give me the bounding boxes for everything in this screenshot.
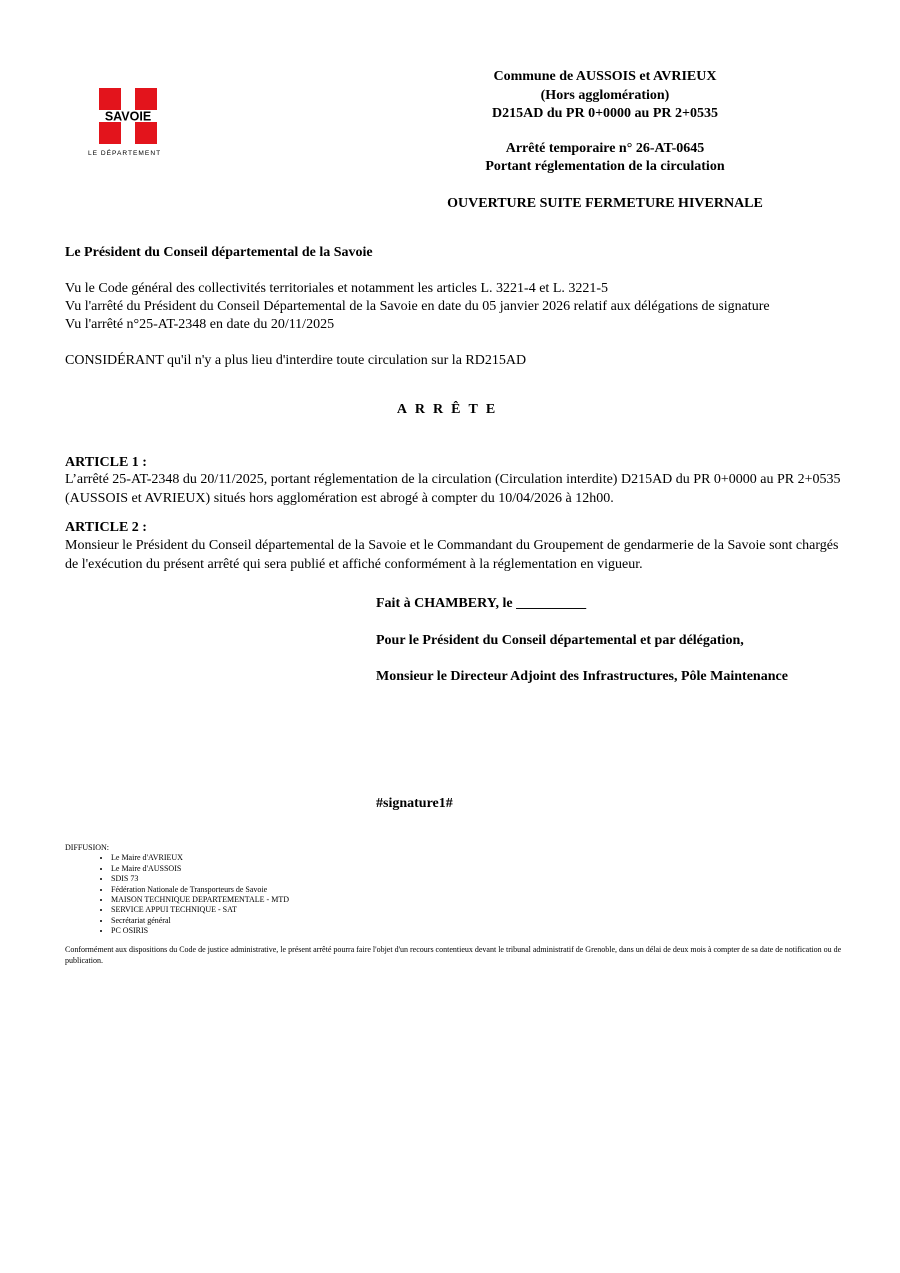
road-section: D215AD du PR 0+0000 au PR 2+0535 <box>492 106 718 121</box>
signature-placeholder: #signature1# <box>376 796 453 811</box>
president-line: Le Président du Conseil départemental de la Savoie <box>65 245 373 260</box>
location-type: (Hors agglomération) <box>540 87 670 103</box>
diffusion-recipient: • SERVICE APPUI TECHNIQUE - SAT <box>111 905 289 915</box>
diffusion-recipient: • MAISON TECHNIQUE DEPARTEMENTALE - MTD <box>111 895 289 905</box>
decree-header <box>395 68 815 213</box>
diffusion-recipient: • Le Maire d'AUSSOIS <box>111 864 289 874</box>
article-1-title: ARTICLE 1 : <box>65 455 147 470</box>
logo-caption: LE DÉPARTEMENT <box>88 150 162 157</box>
signature-place: Fait à CHAMBERY, le __________ <box>376 596 587 611</box>
diffusion-recipient: • PC OSIRIS <box>111 926 289 936</box>
signatory: Monsieur le Directeur Adjoint des Infrastructures, Pôle Maintenance <box>376 669 788 684</box>
logo-brand-text: SAVOIE <box>104 109 152 124</box>
legal-notice: Conformément aux dispositions du Code de justice administrative, le présent arrêté pourra faire l'objet d'un recours contentieux devant le tribunal administratif de Grenoble, dans un délai de deux mois à compter de sa date de notification ou de publication. <box>65 945 842 965</box>
article-2-body: Monsieur le Président du Conseil départemental de la Savoie et le Commandant du Groupement de gendarmerie de la Savoie sont chargés de l'exécution du présent arrêté qui sera publié et affiché conformément à la réglementation en vigueur. <box>65 538 839 572</box>
decree-subject: Portant réglementation de la circulation <box>485 159 725 174</box>
arrete-heading: ARRÊTE <box>396 402 504 417</box>
article-1-body: L’arrêté 25-AT-2348 du 20/11/2025, portant réglementation de la circulation (Circulation interdite) D215AD du PR 0+0000 au PR 2+0535 (AUSSOIS et AVRIEUX) situés hors agglomération est abrogé à compter du 10/04/2026 à 12h00. <box>65 472 841 506</box>
article-2-title: ARTICLE 2 : <box>65 520 147 535</box>
diffusion-recipient: • Fédération Nationale de Transporteurs de Savoie <box>111 885 289 895</box>
consideration-1: Vu le Code général des collectivités territoriales et notamment les articles L. 3221-4 et L. 3221-5 <box>65 281 609 296</box>
diffusion-recipient: • SDIS 73 <box>111 874 289 884</box>
commune: Commune de AUSSOIS et AVRIEUX <box>493 69 717 84</box>
consideration-2: Vu l'arrêté du Président du Conseil Départemental de la Savoie en date du 05 janvier 2026 relatif aux délégations de signature <box>65 299 770 314</box>
diffusion-list <box>65 843 289 937</box>
decree-number: Arrêté temporaire n° 26-AT-0645 <box>505 140 705 156</box>
consideration-3: Vu l'arrêté n°25-AT-2348 en date du 20/11/2025 <box>65 317 335 332</box>
decree-title: OUVERTURE SUITE FERMETURE HIVERNALE <box>447 195 763 211</box>
signature-delegation: Pour le Président du Conseil départemental et par délégation, <box>376 633 744 648</box>
diffusion-recipient: • Secrétariat général <box>111 916 289 926</box>
diffusion-recipient: • Le Maire d'AVRIEUX <box>111 853 289 863</box>
diffusion-label: DIFFUSION: <box>65 843 110 852</box>
savoie-department-logo <box>87 86 173 160</box>
considerant: CONSIDÉRANT qu'il n'y a plus lieu d'interdire toute circulation sur la RD215AD <box>65 353 527 368</box>
